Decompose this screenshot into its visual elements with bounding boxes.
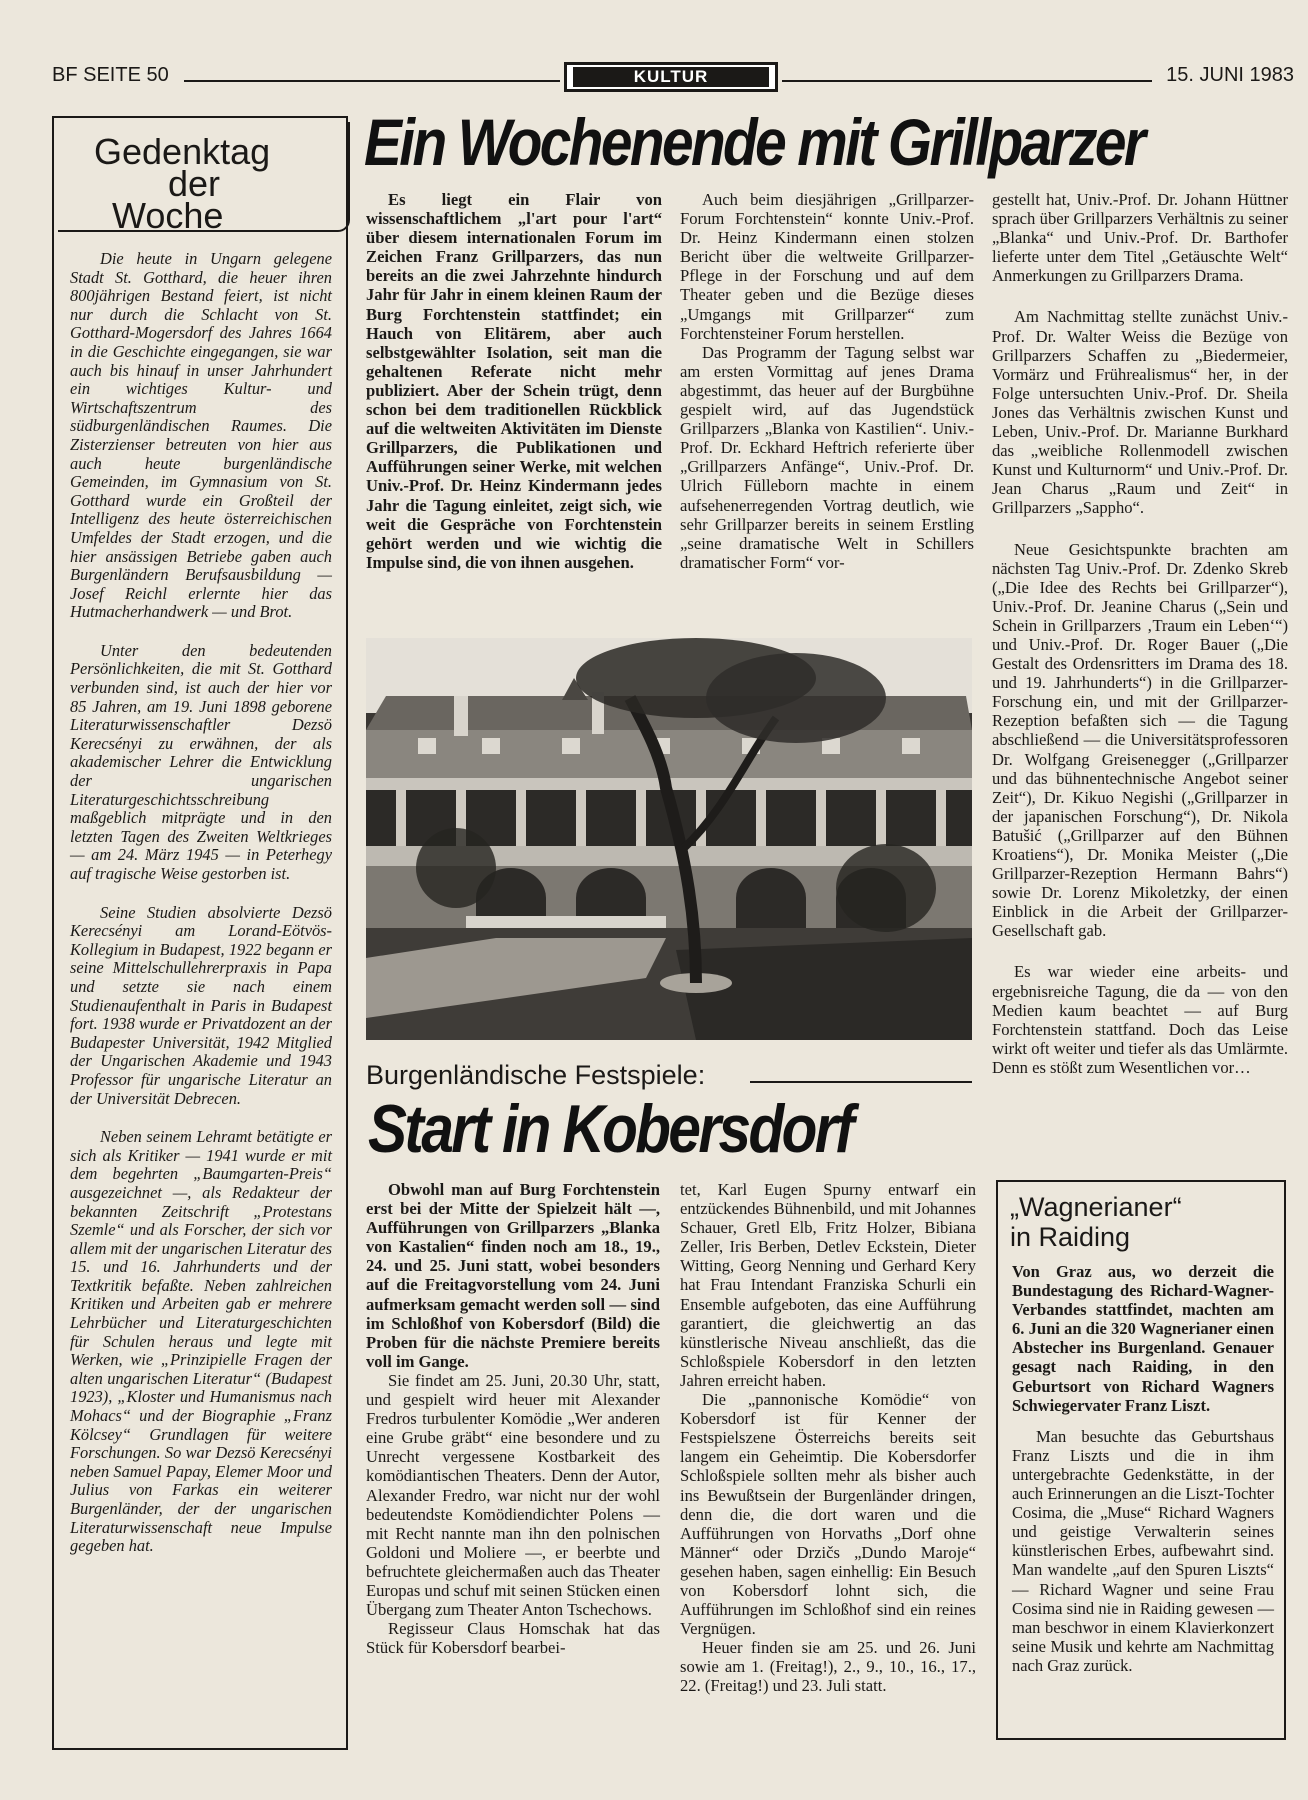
kobersdorf-paragraph: tet, Karl Eugen Spurny entwarf ein entzückendes Bühnenbild, und mit Johannes Schauer, Gretl Elb, Fritz Holzer, Bibiana Zeller, Iris Berben, Detlev Eckstein, Dieter Witting, Georg Nenning und Gerhard Kery hat Frau Intendant Franziska Schurli ein Ensemble aufgeboten, das eine Aufführung garantiert, die gleichwertig an das künstlerische Niveau anschließt, das die Schloßspiele Kobersdorf in den letzten Jahren erreicht haben.	[680, 1180, 976, 1390]
wagnerianer-body	[1012, 1262, 1274, 1675]
castle-courtyard-illustration	[366, 638, 972, 1040]
header-rule-left	[184, 80, 560, 82]
kobersdorf-lead: Obwohl man auf Burg Forchtenstein erst bei der Mitte der Spielzeit hält —, Aufführungen von Grillparzers „Blanka von Kastalien“ finden noch am 18., 19., 24. und 25. Juni statt, wobei besonders auf die Freitagvorstellung vom 24. Juni aufmerksam gemacht werden soll — sind im Schloßhof von Kobersdorf (Bild) die Proben für die nächste Premiere bereits voll im Gange.	[366, 1180, 660, 1371]
kobersdorf-paragraph: Heuer finden sie am 25. und 26. Juni sowie am 1. (Freitag!), 2., 9., 10., 16., 17., 22. (Freitag!) und 23. Juli statt.	[680, 1638, 976, 1696]
wagnerianer-box	[996, 1180, 1286, 1740]
wagnerianer-title-line1: „Wagnerianer“	[1010, 1192, 1182, 1222]
gedenktag-title-line3: Woche	[112, 195, 224, 236]
kobersdorf-paragraph: Die „pannonische Komödie“ von Kobersdorf ist für Kenner der Festspielszene Österreichs bereits seit langem ein Geheimtip. Die Kobersdorfer Schloßspiele sollten mehr als bisher auch ins Bewußtsein der Burgenländer dringen, denn die, die dort waren und die Aufführungen von Horvaths „Dorf ohne Männer“ oder Drzičs „Dundo Maroje“ gesehen haben, sagen einhellig: Ein Besuch von Kobersdorf lohnt sich, die Aufführungen im Schloßhof sind ein reines Vergnügen.	[680, 1390, 976, 1639]
gedenktag-title	[58, 122, 350, 236]
grillparzer-paragraph: Es war wieder eine arbeits- und ergebnisreiche Tagung, die da — von den Medien kaum beachtet — auf Burg Forchtenstein stattfand. Doch das Leise wirkt oft weiter und tiefer als das Umlärmte. Denn es stößt zum Wesentlichen vor…	[992, 962, 1288, 1077]
grillparzer-headline: Ein Wochenende mit Grillparzer	[364, 105, 1144, 179]
gedenktag-body	[70, 250, 332, 1576]
wagnerianer-title-line2: in Raiding	[1010, 1222, 1131, 1252]
kobersdorf-castle-photo	[366, 638, 972, 1040]
grillparzer-paragraph: Auch beim diesjährigen „Grillparzer-Forum Forchtenstein“ konnte Univ.-Prof. Dr. Heinz Kindermann einen stolzen Bericht über die weltweite Grillparzer-Pflege in der Forschung und auf dem Theater geben und die Bezüge dieses „Umgangs mit Grillparzer“ zum Forchtensteiner Forum herstellen.	[680, 190, 974, 343]
gedenktag-title-line2: der	[168, 163, 221, 204]
wagnerianer-lead: Von Graz aus, wo derzeit die Bundestagung des Richard-Wagner-Verbandes stattfindet, machten am 6. Juni an die 320 Wagnerianer einen Abstecher ins Burgenland. Genauer gesagt nach Raiding, in den Geburtsort von Richard Wagners Schwiegervater Franz Liszt.	[1012, 1262, 1274, 1415]
gedenktag-title-line1: Gedenktag	[94, 131, 271, 172]
grillparzer-column-3	[992, 190, 1288, 1077]
gedenktag-paragraph: Unter den bedeutenden Persönlichkeiten, die mit St. Gotthard verbunden sind, ist auch der hier vor 85 Jahren, am 19. Juni 1898 geborene Literaturwissenschaftler Dezsö Kerecsényi zu erwähnen, der als akademischer Lehrer die Entwicklung der ungarischen Literaturgeschichtsschreibung maßgeblich mitprägte und in den letzten Tagen des Zweiten Weltkrieges — am 24. März 1945 — in Peterhegy auf tragische Weise gestorben ist.	[70, 640, 332, 883]
gedenktag-paragraph: Die heute in Ungarn gelegene Stadt St. Gotthard, die heuer ihren 800jährigen Bestand feiert, ist nicht nur durch die Schlacht von St. Gotthard-Mogersdorf des Jahres 1664 in die Geschichte eingegangen, sie war auch bis hinauf in unser Jahrhundert ein wichtiges Kultur- und Wirtschaftszentrum des südburgenländischen Raumes. Die Zisterzienser betreuten von hier aus auch heute burgenländische Gemeinden, im Gymnasium von St. Gotthard wurde ein Großteil der Intelligenz des heute österreichischen Umfeldes der Stadt erzogen, und die hier ansässigen Betriebe gaben auch Burgenländern Berufsausbildung — Josef Reichl erlernte hier das Hutmacherhandwerk — und Brot.	[70, 249, 332, 622]
kobersdorf-paragraph: Regisseur Claus Homschak hat das Stück für Kobersdorf bearbei-	[366, 1619, 660, 1658]
kobersdorf-headline: Start in Kobersdorf	[368, 1091, 852, 1167]
section-label-text: KULTUR	[573, 67, 769, 87]
grillparzer-paragraph: Am Nachmittag stellte zunächst Univ.-Prof. Dr. Walter Weiss die Bezüge von Grillparzers Schaffen zu „Biedermeier, Vormärz und Frührealismus“ her, in der Folge untersuchten Univ.-Prof. Dr. Sheila Jones das Verhältnis zwischen Kunst und Leben, Univ.-Prof. Dr. Marianne Burkhard das „weibliche Rollenmodell zwischen Kunst und Kulturnorm“ und Univ.-Prof. Dr. Jean Charus „Raum und Zeit“ in Grillparzers „Sappho“.	[992, 307, 1288, 518]
grillparzer-paragraph: Das Programm der Tagung selbst war am ersten Vormittag auf jenes Drama abgestimmt, das heuer auf der Burgbühne gespielt wird, auf das Jugendstück Grillparzers „Blanka von Kastilien“. Univ.-Prof. Dr. Eckhard Heftrich referierte über „Grillparzers Anfänge“, Univ.-Prof. Dr. Ulrich Fülleborn machte in einem aufsehenerregenden Vortrag deutlich, wie sehr Grillparzer bereits in seinem Erstling „seine dramatische Welt in Schillers dramatischer Form“ vor-	[680, 342, 974, 572]
kobersdorf-kicker: Burgenländische Festspiele:	[366, 1060, 706, 1090]
page-number: BF SEITE 50	[52, 64, 169, 86]
gedenktag-box	[52, 116, 348, 1750]
gedenktag-paragraph: Neben seinem Lehramt betätigte er sich als Kritiker — 1941 wurde er mit dem begehrten „Baumgarten-Preis“ ausgezeichnet —, als Redakteur der bekannten Zeitschrift „Protestans Szemle“ und als Forscher, der sich vor allem mit der ungarischen Literatur des 15. und 16. Jahrhunderts und der Textkritik befaßte. Neben zahlreichen Kritiken und Arbeiten gab er mehrere Lehrbücher und Literaturgeschichten für Schulen heraus und legte mit Werken, wie „Prinzipielle Fragen der alten ungarischen Literatur“ (Budapest 1923), „Kloster und Humanismus nach Mohacs“ und der Biographie „Franz Kölcsey“ Grundlagen für weitere Forschungen. So war Dezsö Kerecsényi neben Samuel Papay, Elemer Moor und Julius von Farkas ein weiterer Burgenländer, der der ungarischen Literaturwissenschaft neue Impulse gegeben hat.	[70, 1127, 332, 1556]
issue-date: 15. JUNI 1983	[1166, 64, 1294, 86]
kobersdorf-column-1	[366, 1180, 660, 1657]
wagnerianer-paragraph: Man besuchte das Geburtshaus Franz Liszts und die in ihm untergebrachte Gedenkstätte, in der auch Erinnerungen an die Liszt-Tochter Cosima, die „Muse“ Richard Wagners und geistige Verwalterin seines künstlerischen Erbes, aufbewahrt sind. Man wandelte „auf den Spuren Liszts“ — Richard Wagner und seine Frau Cosima sind nie in Raiding gewesen — man beschwor in einem Klavierkonzert seine Musik und kehrte am Nachmittag nach Graz zurück.	[1012, 1426, 1274, 1675]
grillparzer-lead: Es liegt ein Flair von wissenschaftlichem „l'art pour l'art“ über diesem internationalen Forum im Zeichen Franz Grillparzers, das nun bereits an die zwei Jahrzehnte hindurch Jahr für Jahr in einem kleinen Raum der Burg Forchtenstein stattfindet; ein Hauch von Elitärem, aber auch selbstgewählter Isolation, seit man die gehaltenen Referate nicht mehr publiziert. Aber der Schein trügt, denn schon bei dem traditionellen Rückblick auf die weltweiten Aktivitäten im Dienste Grillparzers, die Publikationen und Aufführungen seiner Werke, mit welchen Univ.-Prof. Dr. Heinz Kindermann jedes Jahr die Tagung einleitet, zeigt sich, wie weit die Gespräche von Forchtenstein gehört werden und wie wichtig die Impulse sind, die von ihnen ausgehen.	[366, 190, 662, 572]
header-rule-right	[782, 80, 1152, 82]
kobersdorf-column-2	[680, 1180, 976, 1696]
grillparzer-paragraph: Neue Gesichtspunkte brachten am nächsten Tag Univ.-Prof. Dr. Zdenko Skreb („Die Idee des Rechts bei Grillparzer“), Univ.-Prof. Dr. Jeanine Charus („Sein und Schein in Grillparzers ‚Traum ein Leben‘“) und Univ.-Prof. Dr. Roger Bauer („Die Gestalt des Ordensritters im Drama des 18. und 19. Jahrhunderts“) in die Grillparzer-Forschung ein, und mit der Grillparzer-Rezeption befaßten sich — die Tagung abschließend — die Universitätsprofessoren Dr. Wolfgang Greisenegger („Grillparzer und das bühnentechnische Angebot seiner Zeit“), Dr. Kikuo Negishi („Grillparzer in der japanischen Forschung“), Dr. Nikola Batušić („Grillparzer auf den Bühnen Kroatiens“), Dr. Monika Meister („Die Grillparzer-Rezeption Hermann Bahrs“) sowie Dr. Lorenz Mikoletzky, der einen Einblick in die Arbeit der Grillparzer-Gesellschaft gab.	[992, 539, 1288, 941]
gedenktag-paragraph: Seine Studien absolvierte Dezsö Kerecsényi am Lorand-Eötvös-Kollegium in Budapest, 1922 begann er seine Mittelschullehrerpraxis in Papa und setzte sie nach einem Studienaufenthalt in Paris in Budapest fort. 1938 wurde er Privatdozent an der Budapester Universität, 1942 Mitglied der Ungarischen Akademie und 1943 Professor für ungarische Literatur an der Universität Debrecen.	[70, 902, 332, 1108]
kicker-rule	[750, 1081, 972, 1083]
grillparzer-paragraph: gestellt hat, Univ.-Prof. Dr. Johann Hüttner sprach über Grillparzers Verhältnis zu seiner „Blanka“ und Univ.-Prof. Dr. Barthofer lieferte unter dem Titel „Getäuschte Welt“ Anmerkungen zu Grillparzers Drama.	[992, 190, 1288, 286]
grillparzer-column-2	[680, 190, 974, 572]
kobersdorf-paragraph: Sie findet am 25. Juni, 20.30 Uhr, statt, und gespielt wird heuer mit Alexander Fredros turbulenter Komödie „Wer anderen eine Grube gräbt“ eine besondere und zu Unrecht vergessene Kostbarkeit des komödiantischen Theaters. Denn der Autor, Alexander Fredro, war nicht nur der wohl bedeutendste Komödiendichter Polens — mit Recht nannte man ihn den polnischen Goldoni und Moliere —, er beerbte und befruchtete gleichermaßen auch das Theater Europas und schuf mit seinen Stücken einen Übergang zum Theater Anton Tschechows.	[366, 1370, 661, 1620]
wagnerianer-title	[1010, 1192, 1182, 1252]
section-label	[564, 62, 778, 92]
grillparzer-column-1	[366, 190, 662, 572]
